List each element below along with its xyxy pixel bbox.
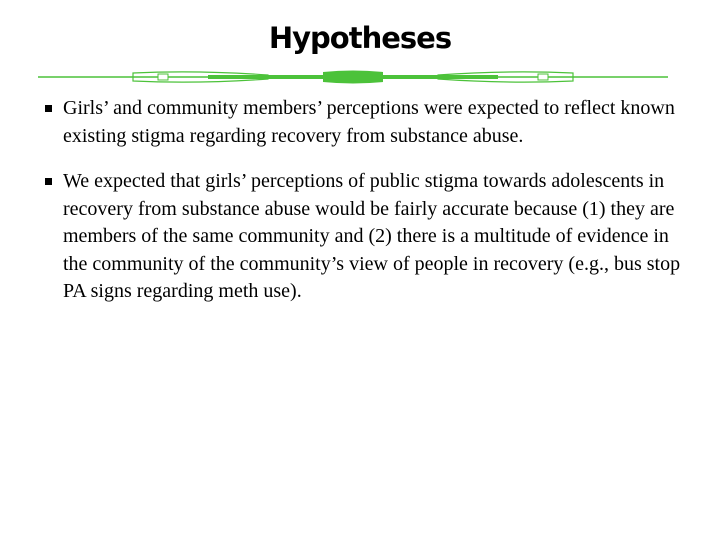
title-divider: [38, 66, 668, 88]
bullet-text: Girls’ and community members’ perceptions were expected to reflect known existing stigma regarding recovery from substance abuse.: [63, 97, 675, 147]
bullet-item: [45, 95, 695, 150]
bullet-list: [45, 95, 695, 324]
bullet-text: We expected that girls’ perceptions of public stigma towards adolescents in recovery from substance abuse would be fairly accurate because (1) they are members of the same community and (2) there is a multitude of evidence in the community of the community’s view of people in recovery (e.g., bus stop PA signs regarding meth use).: [63, 170, 681, 302]
square-bullet-icon: [45, 105, 52, 112]
square-bullet-icon: [45, 178, 52, 185]
slide-title: Hypotheses: [268, 21, 452, 55]
bullet-item: [45, 168, 695, 306]
